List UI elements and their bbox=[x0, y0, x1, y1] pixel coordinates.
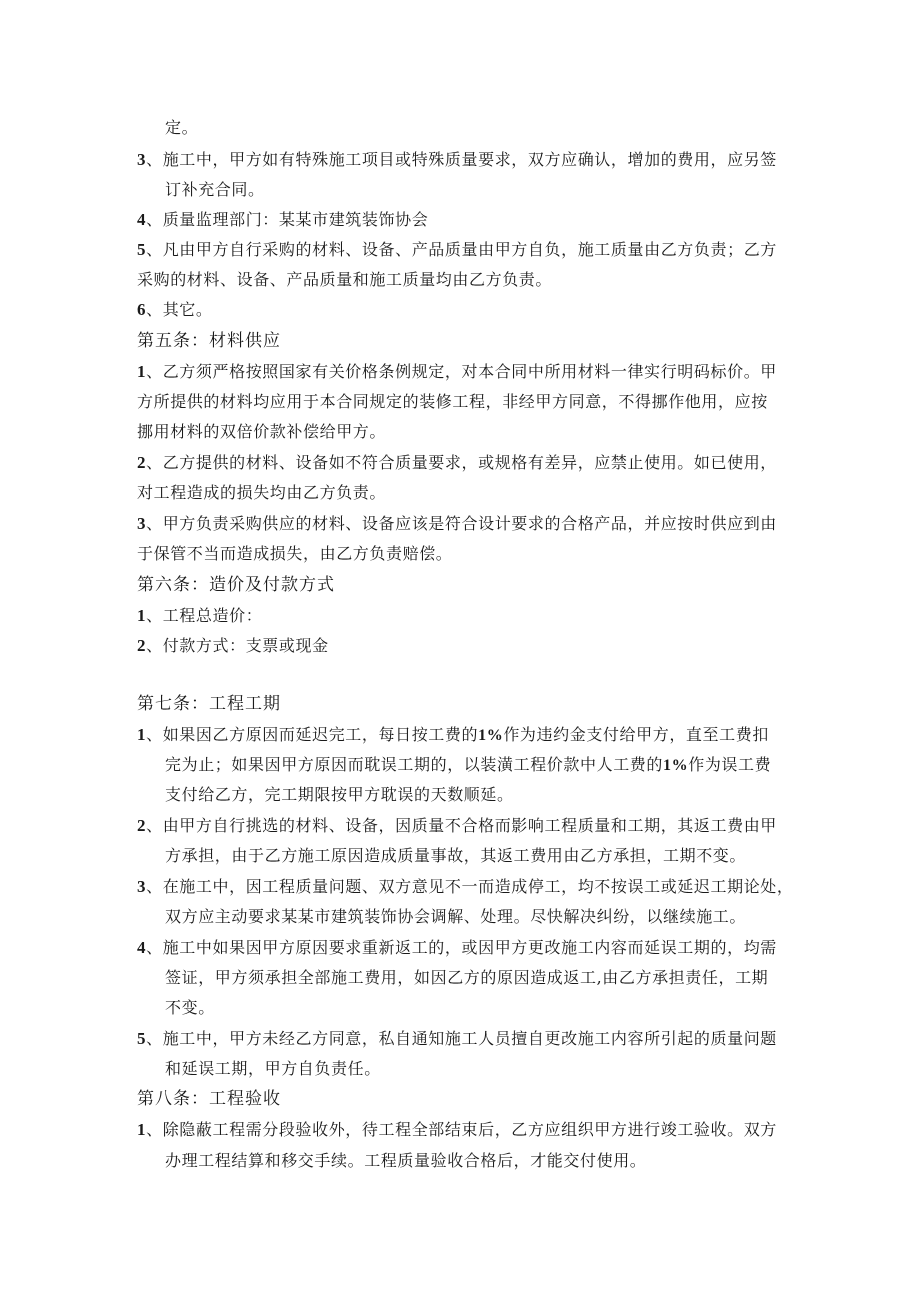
clause-number: 5 bbox=[137, 240, 147, 259]
clause-text: 完为止；如果因甲方原因而耽误工期的，以装潢工程价款中人工费的 bbox=[165, 755, 664, 774]
clause-6-line-1 bbox=[137, 300, 213, 320]
clause-number: 2 bbox=[137, 636, 147, 655]
percent-figure: 1% bbox=[663, 757, 689, 774]
clause-text: 、施工中如果因甲方原因要求重新返工的，或因甲方更改施工内容而延误工期的，均需 bbox=[146, 938, 777, 957]
clause-text: 作为违约金支付给甲方，直至工费扣 bbox=[503, 725, 769, 744]
sec7-clause-2-line-1 bbox=[137, 816, 777, 836]
clause-text: 、除隐蔽工程需分段验收外，待工程全部结束后，乙方应组织甲方进行竣工验收。双方 bbox=[146, 1120, 777, 1139]
clause-number: 3 bbox=[137, 877, 147, 896]
clause-number: 1 bbox=[137, 1120, 147, 1139]
clause-text: 、在施工中，因工程质量问题、双方意见不一而造成停工，均不按误工或延迟工期论处， bbox=[146, 877, 794, 896]
clause-number: 1 bbox=[137, 606, 147, 625]
clause-text: 作为误工费 bbox=[688, 755, 772, 774]
clause-3-line-1 bbox=[137, 150, 777, 170]
sec7-clause-5-line-1 bbox=[137, 1029, 777, 1049]
clause-text: 、质量监理部门：某某市建筑装饰协会 bbox=[146, 210, 429, 229]
clause-number: 5 bbox=[137, 1029, 147, 1048]
sec7-clause-3-line-1 bbox=[137, 877, 794, 897]
clause-4-line-1 bbox=[137, 210, 428, 230]
clause-5-line-2: 采购的材料、设备、产品质量和施工质量均由乙方负责。 bbox=[137, 270, 553, 289]
sec5-clause-1-line-2: 方所提供的材料均应用于本合同规定的装修工程，非经甲方同意，不得挪作他用，应按 bbox=[137, 392, 768, 411]
section-7-heading: 第七条：工程工期 bbox=[137, 694, 281, 714]
clause-number: 3 bbox=[137, 514, 147, 533]
clause-text: 、凡由甲方自行采购的材料、设备、产品质量由甲方自负，施工质量由乙方负责；乙方 bbox=[146, 240, 777, 259]
sec8-clause-1-line-1 bbox=[137, 1120, 777, 1140]
sec5-clause-1-line-3: 挪用材料的双倍价款补偿给甲方。 bbox=[137, 422, 387, 441]
sec7-clause-1-line-3: 支付给乙方，完工期限按甲方耽误的天数顺延。 bbox=[165, 785, 514, 804]
clause-text: 、工程总造价： bbox=[146, 606, 263, 625]
sec5-clause-1-line-1 bbox=[137, 362, 777, 382]
sec7-clause-1-line-1 bbox=[137, 725, 769, 746]
sec5-clause-2-line-2: 对工程造成的损失均由乙方负责。 bbox=[137, 483, 387, 502]
clause-text: 、付款方式：支票或现金 bbox=[146, 636, 329, 655]
clause-text: 、其它。 bbox=[146, 300, 213, 319]
clause-text: 、施工中，甲方如有特殊施工项目或特殊质量要求，双方应确认，增加的费用，应另签 bbox=[146, 150, 777, 169]
sec7-clause-5-line-2: 和延误工期，甲方自负责任。 bbox=[165, 1059, 381, 1078]
percent-figure: 1% bbox=[478, 727, 504, 744]
clause-text: 、乙方提供的材料、设备如不符合质量要求，或规格有差异，应禁止使用。如已使用， bbox=[146, 453, 777, 472]
sec5-clause-3-line-2: 于保管不当而造成损失，由乙方负责赔偿。 bbox=[137, 544, 453, 563]
clause-5-line-1 bbox=[137, 240, 777, 260]
section-8-heading: 第八条：工程验收 bbox=[137, 1089, 281, 1109]
clause-2-continuation: 定。 bbox=[165, 118, 199, 137]
clause-number: 1 bbox=[137, 362, 147, 381]
clause-text: 、乙方须严格按照国家有关价格条例规定，对本合同中所用材料一律实行明码标价。甲 bbox=[146, 362, 777, 381]
sec6-clause-2-line-1 bbox=[137, 636, 329, 656]
sec5-clause-3-line-1 bbox=[137, 514, 777, 534]
clause-number: 4 bbox=[137, 938, 147, 957]
sec7-clause-4-line-3: 不变。 bbox=[165, 998, 215, 1017]
clause-text: 、由甲方自行挑选的材料、设备，因质量不合格而影响工程质量和工期，其返工费由甲 bbox=[146, 816, 777, 835]
clause-number: 3 bbox=[137, 150, 147, 169]
clause-number: 2 bbox=[137, 816, 147, 835]
clause-number: 1 bbox=[137, 725, 147, 744]
clause-number: 6 bbox=[137, 300, 147, 319]
sec7-clause-4-line-1 bbox=[137, 938, 777, 958]
sec8-clause-1-line-2: 办理工程结算和移交手续。工程质量验收合格后，才能交付使用。 bbox=[165, 1151, 647, 1170]
clause-text: 、甲方负责采购供应的材料、设备应该是符合设计要求的合格产品，并应按时供应到由 bbox=[146, 514, 777, 533]
clause-number: 4 bbox=[137, 210, 147, 229]
sec7-clause-1-line-2 bbox=[165, 755, 771, 776]
section-5-heading: 第五条：材料供应 bbox=[137, 331, 281, 351]
clause-number: 2 bbox=[137, 453, 147, 472]
sec7-clause-3-line-2: 双方应主动要求某某市建筑装饰协会调解、处理。尽快解决纠纷，以继续施工。 bbox=[165, 907, 747, 926]
clause-text: 、施工中，甲方未经乙方同意，私自通知施工人员擅自更改施工内容所引起的质量问题 bbox=[146, 1029, 777, 1048]
sec7-clause-2-line-2: 方承担，由于乙方施工原因造成质量事故，其返工费用由乙方承担，工期不变。 bbox=[165, 846, 747, 865]
section-6-heading: 第六条：造价及付款方式 bbox=[137, 575, 335, 595]
sec7-clause-4-line-2: 签证，甲方须承担全部施工费用，如因乙方的原因造成返工,由乙方承担责任，工期 bbox=[165, 968, 769, 987]
sec5-clause-2-line-1 bbox=[137, 453, 777, 473]
sec6-clause-1-line-1 bbox=[137, 606, 262, 626]
clause-text: 、如果因乙方原因而延迟完工，每日按工费的 bbox=[146, 725, 479, 744]
clause-3-line-2: 订补充合同。 bbox=[165, 180, 265, 199]
